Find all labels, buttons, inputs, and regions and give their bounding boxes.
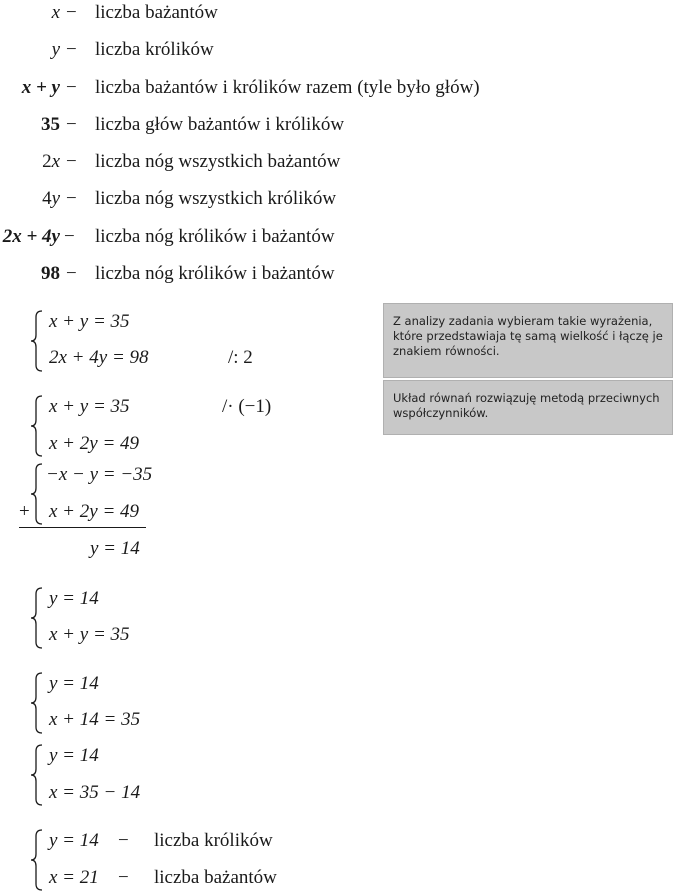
dash: − — [66, 77, 77, 98]
equation: x + 2y = 49 — [49, 501, 140, 522]
dash: − — [118, 830, 129, 851]
definition-row — [0, 39, 675, 69]
note-box — [383, 380, 673, 435]
solution-label: liczba bażantów — [154, 867, 277, 888]
dash: − — [66, 39, 77, 60]
dash: − — [118, 867, 129, 888]
definition-row — [0, 263, 675, 293]
note-box — [383, 303, 673, 378]
equation: x + 14 = 35 — [49, 709, 141, 730]
definition-symbol: 98 — [41, 263, 60, 284]
equation: y = 14 — [49, 673, 99, 694]
definition-symbol: y — [51, 39, 60, 60]
brace-icon — [30, 586, 44, 650]
definition-text: liczba nóg wszystkich królików — [95, 188, 337, 209]
dash: − — [66, 188, 77, 209]
definition-text: liczba bażantów — [95, 2, 218, 23]
note-text: Układ równań rozwiązuję metodą przeciwnych współczynników. — [393, 391, 660, 420]
equation: x = 35 − 14 — [49, 782, 141, 803]
dash: − — [66, 2, 77, 23]
plus-sign: + — [19, 501, 30, 522]
equation: x + 2y = 49 — [49, 433, 140, 454]
equation: x + y = 35 — [49, 311, 130, 332]
definition-row — [0, 77, 675, 107]
dash: − — [64, 226, 75, 247]
equation: y = 14 — [49, 745, 99, 766]
equation: y = 14 — [49, 588, 99, 609]
equation: y = 14 — [49, 830, 99, 851]
definition-row — [0, 114, 675, 144]
definition-symbol: 4y — [42, 188, 60, 209]
solution-label: liczba królików — [154, 830, 273, 851]
brace-icon — [30, 462, 44, 526]
dash: − — [66, 114, 77, 135]
definition-text: liczba głów bażantów i królików — [95, 114, 345, 135]
definition-symbol: x — [51, 2, 60, 23]
note-text: Z analizy zadania wybieram takie wyrażenia, które przedstawiaja tę samą wielkość i łączę je znakiem równości. — [393, 314, 663, 358]
definition-symbol: 35 — [41, 114, 60, 135]
definition-row — [0, 188, 675, 218]
dash: − — [66, 151, 77, 172]
equation: −x − y = −35 — [46, 464, 153, 485]
definition-text: liczba nóg królików i bażantów — [95, 226, 335, 247]
operation-label: /· (−1) — [222, 396, 272, 417]
brace-icon — [30, 743, 44, 807]
equation: x + y = 35 — [49, 396, 130, 417]
equation: 2x + 4y = 98 — [49, 347, 149, 368]
operation-label: /: 2 — [228, 347, 253, 368]
brace-icon — [30, 394, 44, 458]
sum-line — [19, 527, 146, 528]
definition-text: liczba nóg królików i bażantów — [95, 263, 335, 284]
brace-icon — [30, 309, 44, 373]
dash: − — [66, 263, 77, 284]
definition-row — [0, 2, 675, 32]
definition-row — [0, 226, 675, 256]
definition-text: liczba bażantów i królików razem (tyle było głów) — [95, 77, 480, 98]
equation-result: y = 14 — [90, 538, 140, 559]
equation: x = 21 — [49, 867, 99, 888]
equation: x + y = 35 — [49, 624, 130, 645]
definition-symbol: x + y — [21, 77, 60, 98]
brace-icon — [30, 671, 44, 735]
definition-text: liczba nóg wszystkich bażantów — [95, 151, 341, 172]
definition-symbol: 2x — [42, 151, 60, 172]
definition-symbol: 2x + 4y — [2, 226, 60, 247]
brace-icon — [30, 828, 44, 892]
definition-row — [0, 151, 675, 181]
definition-text: liczba królików — [95, 39, 214, 60]
